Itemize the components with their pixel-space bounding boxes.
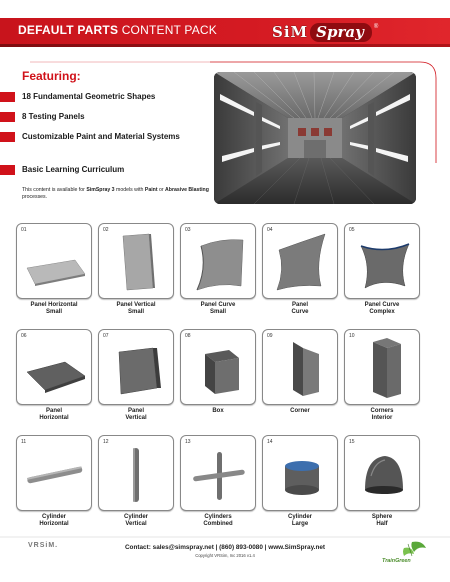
part-cell <box>98 435 180 528</box>
header-banner <box>0 0 450 62</box>
part-cell <box>180 329 262 415</box>
part-number: 13 <box>185 439 191 445</box>
part-cell <box>98 223 180 316</box>
part-card <box>262 223 338 299</box>
contact-email-link[interactable]: sales@simspray.net <box>152 544 214 551</box>
contact-phone: (860) 893-0080 <box>219 544 263 551</box>
part-card <box>344 329 420 405</box>
feature-item <box>0 92 155 102</box>
part-shape-icon <box>345 330 421 406</box>
part-name-line1: Panel Horizontal <box>30 302 78 308</box>
part-caption <box>344 514 420 528</box>
part-name-line2: Horizontal <box>39 521 69 527</box>
part-name-line1: Panel <box>127 408 144 414</box>
logo-spray-text: Spray <box>310 23 372 42</box>
part-cell <box>262 435 344 528</box>
part-caption <box>16 408 92 422</box>
part-name-line1: Box <box>212 408 224 414</box>
part-shape-icon <box>345 436 421 512</box>
red-marker <box>0 92 15 102</box>
part-cell <box>344 435 426 528</box>
part-caption <box>180 302 256 316</box>
part-caption <box>180 408 256 415</box>
part-shape-icon <box>263 330 339 406</box>
part-card <box>180 223 256 299</box>
part-shape-icon <box>263 436 339 512</box>
part-cell <box>180 435 262 528</box>
page-title <box>18 23 217 37</box>
part-caption <box>262 514 338 528</box>
part-number: 15 <box>349 439 355 445</box>
part-caption <box>344 408 420 422</box>
part-caption <box>98 302 174 316</box>
part-card <box>344 435 420 511</box>
part-card <box>98 223 174 299</box>
contact-label: Contact: <box>124 544 153 551</box>
feature-text: 8 Testing Panels <box>22 112 85 121</box>
part-cell <box>16 329 98 422</box>
part-cell <box>180 223 262 316</box>
part-shape-icon <box>17 436 93 512</box>
part-shape-icon <box>99 436 175 512</box>
title-rest: CONTENT PACK <box>118 23 217 37</box>
part-caption <box>16 514 92 528</box>
traingreen-leaf-icon <box>382 538 432 570</box>
logo-registered-mark: ® <box>373 24 379 30</box>
part-shape-icon <box>17 330 93 406</box>
spray-booth-illustration <box>214 72 416 204</box>
part-caption <box>180 514 256 528</box>
part-name-line2: Small <box>127 309 144 315</box>
red-marker <box>0 165 15 175</box>
part-number: 01 <box>21 227 27 233</box>
part-cell <box>344 223 426 316</box>
note-text: or <box>157 187 166 193</box>
part-name-line2: Large <box>291 521 309 527</box>
part-number: 12 <box>103 439 109 445</box>
note-text: processes. <box>22 194 48 200</box>
contact-website-link[interactable]: www.SimSpray.net <box>268 544 326 551</box>
traingreen-logo: TrainGreen <box>382 558 411 564</box>
part-card <box>98 435 174 511</box>
part-name-line1: Panel Vertical <box>116 302 156 308</box>
part-cell <box>262 223 344 316</box>
note-text: This content is available for <box>22 187 87 193</box>
part-cell <box>344 329 426 422</box>
availability-note <box>22 187 212 201</box>
part-name-line2: Vertical <box>125 415 147 421</box>
part-name-line2: Small <box>45 309 62 315</box>
part-number: 08 <box>185 333 191 339</box>
parts-grid <box>16 223 426 539</box>
feature-text: Customizable Paint and Material Systems <box>22 132 180 141</box>
part-shape-icon <box>99 224 175 300</box>
part-name-line1: Sphere <box>371 514 393 520</box>
note-bold: Abrasive Blasting <box>165 187 209 193</box>
part-name-line1: Corners <box>370 408 394 414</box>
part-shape-icon <box>263 224 339 300</box>
part-number: 07 <box>103 333 109 339</box>
part-card <box>262 435 338 511</box>
part-caption <box>344 302 420 316</box>
part-number: 03 <box>185 227 191 233</box>
part-name-line2: Small <box>209 309 226 315</box>
part-number: 14 <box>267 439 273 445</box>
part-card <box>180 329 256 405</box>
title-bold: DEFAULT PARTS <box>18 23 119 37</box>
logo-sim-text: SiM <box>272 23 309 41</box>
part-name-line2: Combined <box>203 521 233 527</box>
part-caption <box>262 302 338 316</box>
part-shape-icon <box>181 436 257 512</box>
part-number: 09 <box>267 333 273 339</box>
part-name-line2: Complex <box>369 309 395 315</box>
part-card <box>16 329 92 405</box>
part-name-line1: Panel <box>45 408 62 414</box>
featuring-heading: Featuring: <box>22 69 81 83</box>
simspray-logo <box>272 22 412 42</box>
contact-separator: | <box>213 544 220 551</box>
part-number: 10 <box>349 333 355 339</box>
vrsim-logo: VRSiM. <box>28 542 59 549</box>
red-marker <box>0 132 15 142</box>
feature-text: Basic Learning Curriculum <box>22 165 125 174</box>
part-cell <box>262 329 344 415</box>
part-name-line1: Cylinder <box>41 514 66 520</box>
note-bold: SimSpray 3 <box>86 187 115 193</box>
part-shape-icon <box>17 224 93 300</box>
part-name-line1: Corner <box>290 408 310 414</box>
part-name-line2: Vertical <box>125 521 147 527</box>
part-card <box>16 223 92 299</box>
part-name-line1: Panel Curve <box>364 302 400 308</box>
feature-item <box>0 165 124 175</box>
part-name-line1: Panel <box>291 302 308 308</box>
part-name-line1: Cylinder <box>123 514 148 520</box>
part-cell <box>98 329 180 422</box>
part-name-line1: Cylinders <box>204 514 232 520</box>
red-marker <box>0 112 15 122</box>
contact-separator: | <box>262 544 269 551</box>
part-caption <box>98 408 174 422</box>
part-number: 02 <box>103 227 109 233</box>
part-name-line2: Curve <box>291 309 309 315</box>
part-shape-icon <box>99 330 175 406</box>
part-card <box>344 223 420 299</box>
feature-item <box>0 132 180 142</box>
part-name-line1: Panel Curve <box>200 302 236 308</box>
part-number: 04 <box>267 227 273 233</box>
part-number: 11 <box>21 439 27 445</box>
part-number: 06 <box>21 333 27 339</box>
part-name-line1: Cylinder <box>287 514 312 520</box>
part-shape-icon <box>181 224 257 300</box>
spray-booth-image <box>214 72 416 204</box>
part-card <box>262 329 338 405</box>
part-caption <box>98 514 174 528</box>
part-cell <box>16 435 98 528</box>
part-shape-icon <box>181 330 257 406</box>
part-caption <box>262 408 338 415</box>
part-card <box>180 435 256 511</box>
note-text: models with <box>114 187 145 193</box>
part-name-line2: Half <box>376 521 388 527</box>
feature-text: 18 Fundamental Geometric Shapes <box>22 92 156 101</box>
feature-item <box>0 112 85 122</box>
part-number: 05 <box>349 227 355 233</box>
part-card <box>98 329 174 405</box>
part-shape-icon <box>345 224 421 300</box>
copyright-text: Copyright VRSim, Inc 2016 v1.4 <box>195 553 255 558</box>
part-caption <box>16 302 92 316</box>
note-bold: Paint <box>144 187 158 193</box>
part-name-line2: Horizontal <box>39 415 69 421</box>
part-card <box>16 435 92 511</box>
part-cell <box>16 223 98 316</box>
part-name-line2: Interior <box>371 415 393 421</box>
